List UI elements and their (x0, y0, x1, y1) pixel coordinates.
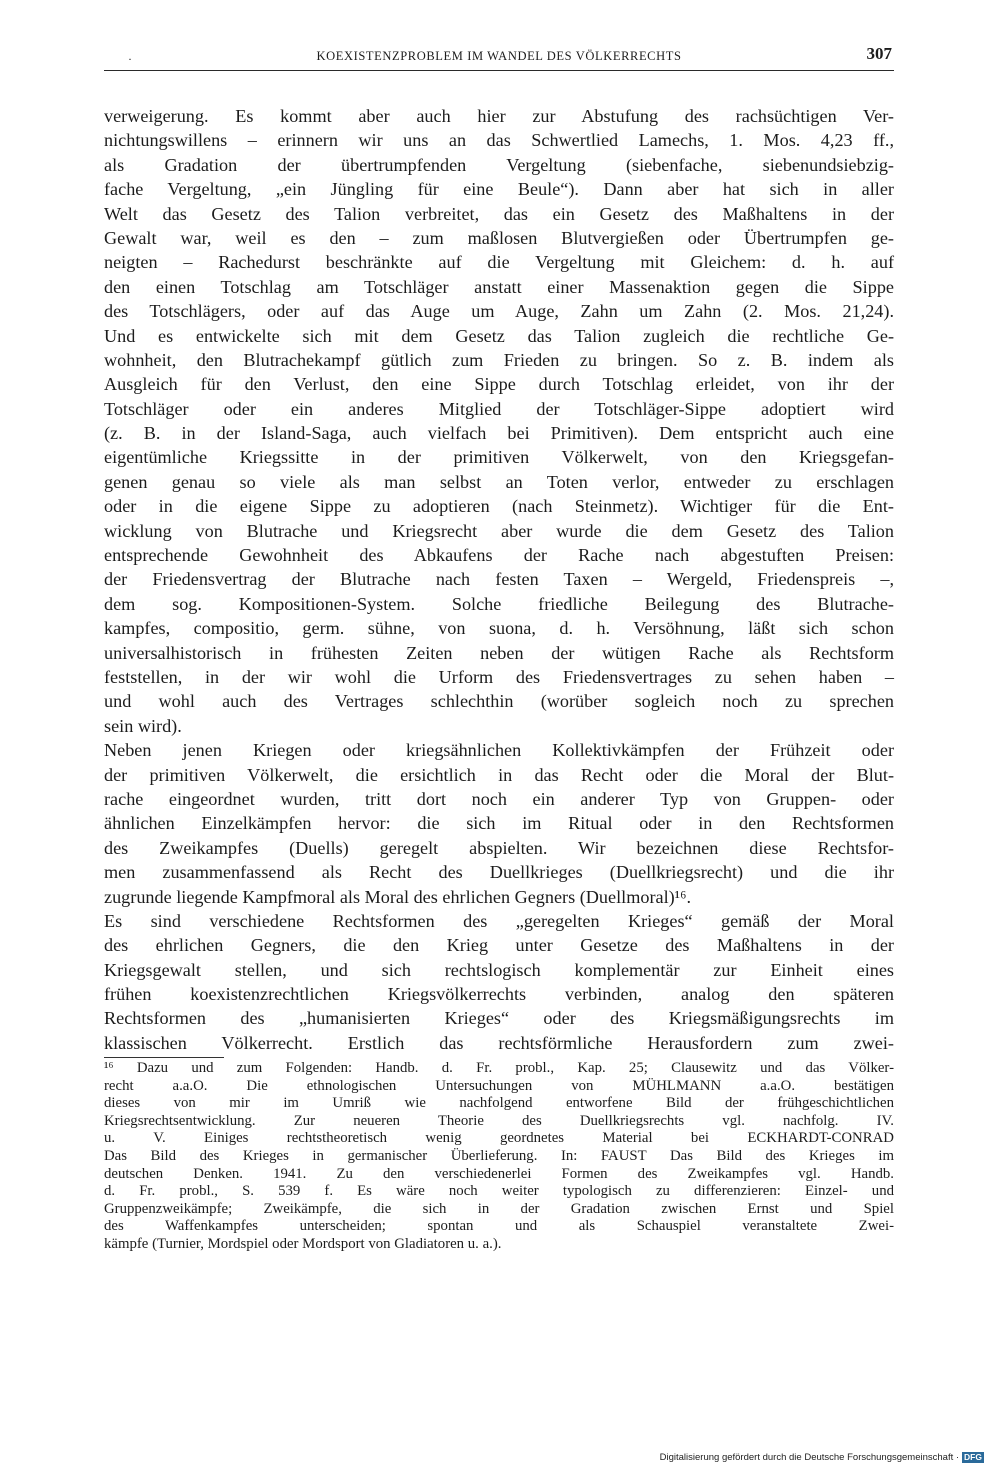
text-line: als Gradation der übertrumpfenden Vergeltung (siebenfache, siebenundsiebzig- (104, 154, 894, 175)
text-line: rache eingeordnet wurden, tritt dort noch ein anderer Typ von Gruppen- oder (104, 788, 894, 809)
text-line: der Friedensvertrag der Blutrache nach festen Taxen – Wergeld, Friedenspreis –, (104, 569, 894, 590)
text-line: ähnlichen Einzelkämpfen hervor: die sich im Ritual oder in den Rechtsformen (104, 813, 894, 834)
text-line: verweigerung. Es kommt aber auch hier zur Abstufung des rachsüchtigen Ver- (104, 106, 894, 126)
text-line: klassischen Völkerrecht. Erstlich das rechtsförmliche Herausfordern zum zwei- (104, 1032, 894, 1053)
text-line: des Totschlägers, oder auf das Auge um Auge, Zahn um Zahn (2. Mos. 21,24). (104, 301, 894, 322)
footnote-line: kämpfe (Turnier, Mordspiel oder Mordsport von Gladiatoren u. a.). (104, 1235, 502, 1252)
text-line: frühen koexistenzrechtlichen Kriegsvölkerrechts verbinden, analog den späteren (104, 984, 894, 1005)
text-line: Rechtsformen des „humanisierten Krieges“ oder des Kriegsmäßigungsrechts im (104, 1008, 894, 1029)
footnote-line: Kriegsrechtsentwicklung. Zur neueren Theorie des Duellkriegsrechts vgl. nachfolg. IV. (104, 1112, 894, 1129)
footnote-16 (104, 1060, 894, 1254)
text-line: des Zweikampfes (Duells) geregelt abspielten. Wir bezeichnen diese Rechtsfor- (104, 837, 894, 858)
dfg-logo: DFG (964, 1452, 982, 1462)
text-line: zugrunde liegende Kampfmoral als Moral des ehrlichen Gegners (Duellmoral)¹⁶. (104, 886, 692, 907)
text-line: nichtungswillens – erinnern wir uns an das Schwertlied Lamechs, 1. Mos. 4,23 ff., (104, 130, 894, 151)
text-line: universalhistorisch in frühesten Zeiten neben der wütigen Rache als Rechtsform (104, 642, 894, 663)
main-text (104, 104, 894, 1055)
text-line: Totschläger oder ein anderes Mitglied der Totschläger-Sippe adoptiert wird (104, 398, 894, 419)
text-line: Gewalt war, weil es den – zum maßlosen Blutvergießen oder Übertrumpfen ge- (104, 227, 894, 248)
text-line: wicklung von Blutrache und Kriegsrecht aber wurde die dem Gesetz des Talion (104, 520, 894, 541)
text-line: der primitiven Völkerwelt, die ersichtlich in das Recht oder die Moral der Blut- (104, 764, 894, 785)
text-line: wohnheit, den Blutrachekampf gütlich zum Frieden zu bringen. So z. B. indem als (104, 349, 894, 370)
text-line: den einen Totschlag am Totschläger anstatt einer Massenaktion gegen die Sippe (104, 276, 894, 297)
text-line: Neben jenen Kriegen oder kriegsähnlichen Kollektivkämpfen der Frühzeit oder (104, 740, 894, 761)
text-line: Ausgleich für den Verlust, den eine Sippe durch Totschlag erleidet, von ihr der (104, 374, 894, 395)
running-title: KOEXISTENZPROBLEM IM WANDEL DES VÖLKERRECHTS (316, 49, 682, 63)
text-line: men zusammenfassend als Recht des Duellkrieges (Duellkriegsrecht) und die ihr (104, 862, 894, 883)
page-number: 307 (866, 44, 892, 63)
running-header (104, 46, 894, 71)
text-line: eigentümliche Kriegssitte in der primitiven Völkerwelt, von den Kriegsgefan- (104, 447, 894, 468)
text-line: genen genau so viele als man selbst an Toten verlor, entweder zu erschlagen (104, 471, 894, 492)
text-line: oder in die eigene Sippe zu adoptieren (nach Steinmetz). Wichtiger für die Ent- (104, 496, 894, 517)
text-line: Welt das Gesetz des Talion verbreitet, das ein Gesetz des Maßhaltens in der (104, 203, 894, 224)
text-line: Und es entwickelte sich mit dem Gesetz das Talion zugleich die rechtliche Ge- (104, 325, 894, 346)
text-line: sein wird). (104, 715, 182, 736)
footnote-line: ¹⁶ Dazu und zum Folgenden: Handb. d. Fr. probl., Kap. 25; Clausewitz und das Völker- (104, 1060, 894, 1076)
footnote-divider (104, 1057, 224, 1058)
footnote-line: dieses von mir im Umriß wie nachfolgend entworfene Bild der frühgeschichtlichen (104, 1095, 894, 1112)
text-line: kampfes, compositio, germ. sühne, von suona, d. h. Versöhnung, läßt sich schon (104, 618, 894, 639)
digitization-credit (660, 1452, 984, 1463)
text-line: und wohl auch des Vertrages schlechthin (worüber sogleich noch zu sprechen (104, 691, 894, 712)
footnote-line: u. V. Einiges rechtstheoretisch wenig geordnetes Material bei ECKHARDT-CONRAD (104, 1130, 894, 1147)
footnote-line: recht a.a.O. Die ethnologischen Untersuchungen von MÜHLMANN a.a.O. bestätigen (104, 1077, 894, 1094)
footnote-line: deutschen Denken. 1941. Zu den verschiedenerlei Formen des Zweikampfes vgl. Handb. (104, 1165, 894, 1182)
text-line: dem sog. Kompositionen-System. Solche friedliche Beilegung des Blutrache- (104, 593, 894, 614)
text-line: des ehrlichen Gegners, die den Krieg unter Gesetze des Maßhaltens in der (104, 935, 894, 956)
text-line: feststellen, in der wir wohl die Urform des Friedensvertrages zu sehen haben – (104, 666, 894, 687)
credit-text: Digitalisierung gefördert durch die Deutsche Forschungsgemeinschaft · (659, 1452, 960, 1463)
footnote-line: des Waffenkampfes unterscheiden; spontan und als Schauspiel veranstaltete Zwei- (104, 1218, 894, 1235)
header-mark: · (128, 52, 132, 66)
footnote-line: Das Bild des Krieges in germanischer Überlieferung. In: FAUST Das Bild des Krieges im (104, 1147, 894, 1164)
text-line: entsprechende Gewohnheit des Abkaufens der Rache nach abgestuften Preisen: (104, 545, 894, 566)
footnote-line: Gruppenzweikämpfe; Zweikämpfe, die sich in der Gradation zwischen Ernst und Spiel (104, 1200, 894, 1217)
text-line: (z. B. in der Island-Saga, auch vielfach bei Primitiven). Dem entspricht auch eine (104, 423, 894, 444)
text-line: neigten – Rachedurst beschränkte auf die Vergeltung mit Gleichem: d. h. auf (104, 252, 894, 273)
footnote-line: d. Fr. probl., S. 539 f. Es wäre noch weiter typologisch zu differenzieren: Einzel- und (104, 1183, 894, 1200)
text-line: fache Vergeltung, „ein Jüngling für eine Beule“). Dann aber hat sich in aller (104, 179, 894, 200)
text-line: Es sind verschiedene Rechtsformen des „geregelten Krieges“ gemäß der Moral (104, 910, 894, 931)
text-line: Kriegsgewalt stellen, und sich rechtslogisch komplementär zur Einheit eines (104, 959, 894, 980)
